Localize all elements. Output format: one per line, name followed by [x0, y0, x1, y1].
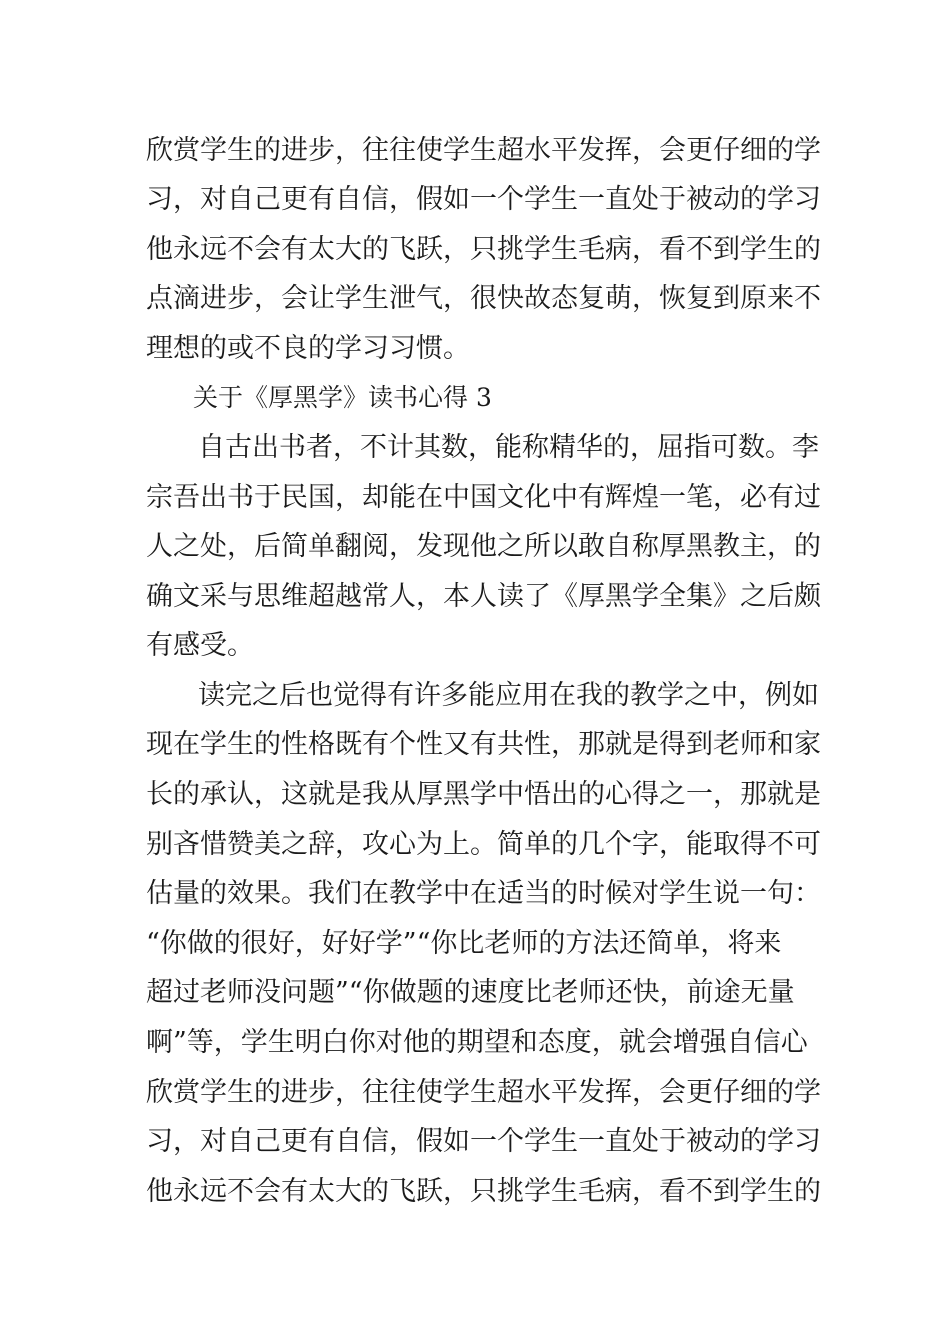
- text-line: “你做的很好，好好学”“你比老师的方法还简单，将来: [146, 928, 782, 959]
- text-line: 人之处，后简单翻阅，发现他之所以敢自称厚黑教主，的: [146, 531, 821, 562]
- section-heading: 关于《厚黑学》读书心得 3: [193, 383, 492, 412]
- text-line: 他永远不会有太大的飞跃，只挑学生毛病，看不到学生的: [146, 234, 821, 265]
- text-line: 习，对自己更有自信，假如一个学生一直处于被动的学习: [146, 1126, 821, 1157]
- text-line: 理想的或不良的学习习惯。: [146, 333, 470, 364]
- paragraph-first-line: 读完之后也觉得有许多能应用在我的教学之中，例如: [198, 680, 819, 711]
- text-line: 超过老师没问题”“你做题的速度比老师还快，前途无量: [146, 977, 795, 1008]
- text-line: 习，对自己更有自信，假如一个学生一直处于被动的学习: [146, 184, 821, 215]
- text-line: 确文采与思维超越常人，本人读了《厚黑学全集》之后颇: [146, 581, 821, 612]
- text-line: 欣赏学生的进步，往往使学生超水平发挥，会更仔细的学: [146, 1077, 821, 1108]
- text-line: 长的承认，这就是我从厚黑学中悟出的心得之一，那就是: [146, 779, 821, 810]
- text-line: 有感受。: [146, 630, 254, 661]
- text-line: 点滴进步，会让学生泄气，很快故态复萌，恢复到原来不: [146, 283, 821, 314]
- text-line: 估量的效果。我们在教学中在适当的时候对学生说一句：: [146, 878, 821, 909]
- text-line: 别吝惜赞美之辞，攻心为上。简单的几个字，能取得不可: [146, 829, 821, 860]
- text-line: 啊”等，学生明白你对他的期望和态度，就会增强自信心: [146, 1027, 808, 1058]
- text-line: 宗吾出书于民国，却能在中国文化中有辉煌一笔，必有过: [146, 482, 821, 513]
- paragraph-first-line: 自古出书者，不计其数，能称精华的，屈指可数。李: [198, 432, 819, 463]
- text-line: 欣赏学生的进步，往往使学生超水平发挥，会更仔细的学: [146, 135, 821, 166]
- text-line: 现在学生的性格既有个性又有共性，那就是得到老师和家: [146, 729, 821, 760]
- text-line: 他永远不会有太大的飞跃，只挑学生毛病，看不到学生的: [146, 1176, 821, 1207]
